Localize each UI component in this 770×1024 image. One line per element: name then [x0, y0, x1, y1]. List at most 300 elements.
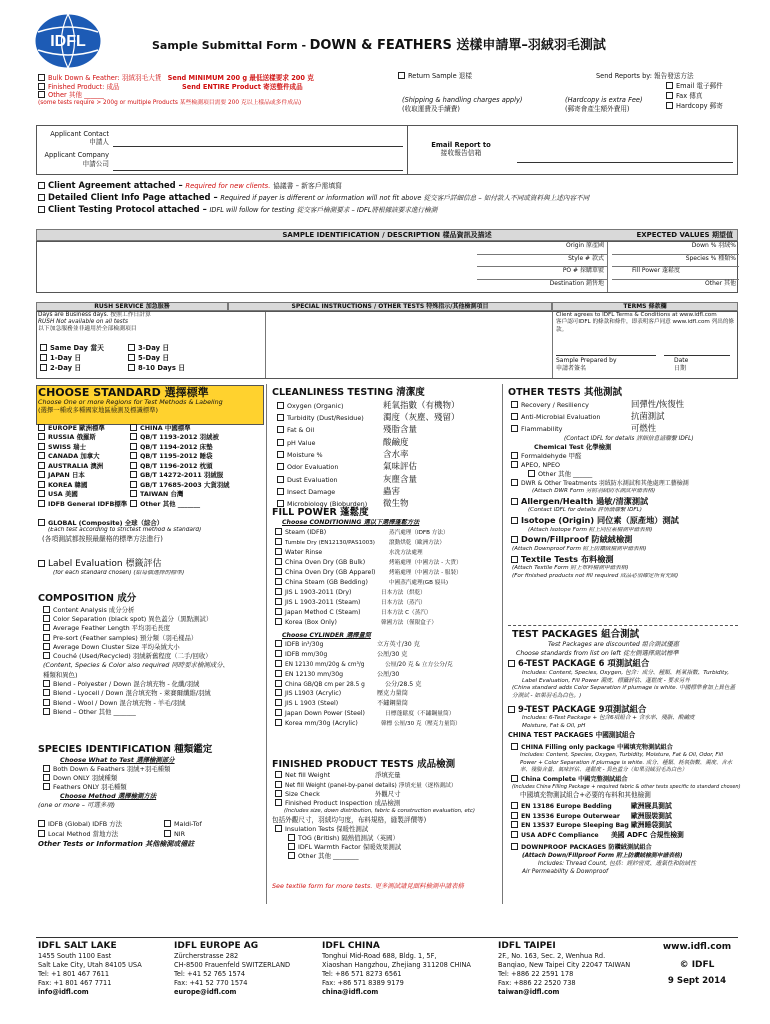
- two-day-checkbox[interactable]: [40, 364, 47, 371]
- textile-checkbox[interactable]: [511, 556, 518, 563]
- finished-test-item-cn: 淨填充量: [375, 771, 401, 780]
- downproof-note: (Attach Downproof Form 附上防鑽絨檢測申請表格): [512, 545, 647, 552]
- finished-checkbox[interactable]: [38, 83, 45, 90]
- hardcopy-fee-note: (Hardcopy is extra Fee): [565, 96, 643, 104]
- en-package-label-cn: 歐洲服裝測試: [631, 811, 672, 820]
- china-complete-cn: 中國填充物測試組合+必要的布料和其他檢測: [520, 791, 651, 800]
- finished-test-item: Net fill Weight (panel-by-panel details): [285, 782, 397, 789]
- cleanliness-checkbox[interactable]: [277, 414, 284, 421]
- standard-checkbox[interactable]: [130, 490, 137, 497]
- cylinder-item: IDFB in³/30g: [285, 641, 324, 649]
- one-day-label: 1-Day 日: [50, 354, 82, 363]
- nine-test-checkbox[interactable]: [508, 706, 515, 713]
- email-label: Email 電子郵件: [676, 82, 723, 90]
- composition-checkbox[interactable]: [43, 652, 50, 659]
- cleanliness-checkbox[interactable]: [277, 439, 284, 446]
- office-email[interactable]: taiwan@idfl.com: [498, 987, 560, 996]
- applicant-company-label-cn: 申請公司: [82, 159, 109, 168]
- date-field[interactable]: [664, 355, 730, 356]
- applicant-contact-label: Applicant Contact: [50, 130, 109, 138]
- copyright: © IDFL: [679, 960, 715, 971]
- conditioning-item: China Oven Dry (GB Apparel): [285, 569, 376, 577]
- cleanliness-checkbox[interactable]: [277, 476, 284, 483]
- nine-test-label: 9-TEST PACKAGE 9項測試組合: [518, 703, 647, 714]
- china-fill-label: CHINA Filling only package 中國填充物測試組合: [521, 743, 673, 751]
- downproof-checkbox[interactable]: [511, 536, 518, 543]
- shipping-note: (Shipping & handling charges apply): [402, 96, 523, 104]
- cylinder-item-cn: 公厘/20 克 & 立方公分/克: [385, 662, 453, 669]
- other-label: Other 其他 ______: [48, 91, 104, 100]
- six-test-checkbox[interactable]: [508, 660, 515, 667]
- conditioning-item-cn: 韓國方法（僅限盒子）: [381, 619, 437, 626]
- finished-test-checkbox[interactable]: [275, 771, 282, 778]
- office-line: CH-8500 Frauenfeld SWITZERLAND: [174, 961, 291, 970]
- blend-checkbox[interactable]: [43, 699, 50, 706]
- fill-power-field[interactable]: Fill Power 蓬鬆度: [612, 267, 739, 280]
- office-name: IDFL TAIPEI: [498, 941, 556, 951]
- cylinder-checkbox[interactable]: [275, 680, 282, 687]
- finished-test-item: Net fill Weight: [285, 771, 331, 780]
- choose-standard-title: CHOOSE STANDARD 選擇標準: [38, 386, 209, 399]
- footer-right: [656, 940, 738, 989]
- global-checkbox[interactable]: [38, 519, 45, 526]
- standard-checkbox[interactable]: [130, 424, 137, 431]
- en-package-label: EN 13537 Europe Sleeping Bag: [521, 822, 629, 830]
- en-package-checkbox[interactable]: [511, 802, 518, 809]
- applicant-contact-field[interactable]: [113, 146, 403, 147]
- standard-label: QB/T 1195-2012 睡袋: [140, 452, 213, 461]
- six-test-includes: Includes: Content, Species, Oxygen, 包含：成分、種類、耗氧指數、Turbidity, Label Evaluation, Fill Power 濁度、標籤評估、蓬鬆度 - 要求另外: [522, 669, 730, 684]
- email-report-field[interactable]: [517, 162, 733, 163]
- nir-label: NIR: [174, 829, 186, 838]
- cleanliness-item: pH Value: [287, 438, 316, 447]
- cleanliness-item-cn: 氣味評估: [383, 462, 418, 473]
- species-checkbox[interactable]: [43, 783, 50, 790]
- standard-checkbox[interactable]: [38, 481, 45, 488]
- en-package-checkbox[interactable]: [511, 831, 518, 838]
- insulation-item: IDFL Warmth Factor 保暖效果測試: [298, 843, 402, 852]
- standard-label: EUROPE 歐洲標準: [48, 424, 105, 432]
- finished-test-item-cn: 成品檢測: [374, 798, 401, 807]
- five-day-label: 5-Day 日: [138, 354, 170, 363]
- conditioning-checkbox[interactable]: [275, 618, 282, 625]
- conditioning-checkbox[interactable]: [275, 528, 282, 535]
- cleanliness-checkbox[interactable]: [277, 488, 284, 495]
- po-field[interactable]: PO # 採購單號: [477, 267, 607, 280]
- finished-tests-title: FINISHED PRODUCT TESTS 成品檢測: [272, 759, 456, 770]
- standard-checkbox[interactable]: [130, 452, 137, 459]
- fax-checkbox[interactable]: [666, 92, 673, 99]
- three-day-label: 3-Day 日: [138, 344, 170, 352]
- svg-text:IDFL: IDFL: [50, 33, 86, 50]
- email-report-label: Email Report to: [431, 141, 491, 149]
- office-line: Tel: +886 22 2591 178: [498, 969, 574, 978]
- office-line: Xiaoshan Hangzhou, Zhejiang 311208 CHINA: [322, 961, 471, 970]
- office-name: IDFL SALT LAKE: [38, 941, 117, 951]
- cleanliness-checkbox[interactable]: [277, 463, 284, 470]
- composition-note-cn: 種類和異色): [43, 670, 78, 679]
- fill-power-block: [272, 506, 500, 729]
- sample-prepared-label: Sample Prepared by: [556, 357, 617, 364]
- downproof-package-label: DOWNPROOF PACKAGES 防鑽絨測試組合: [521, 844, 652, 852]
- local-method-checkbox[interactable]: [38, 830, 45, 837]
- label-eval-checkbox[interactable]: [38, 560, 45, 567]
- bulk-checkbox[interactable]: [38, 74, 45, 81]
- packages-divider: [508, 625, 738, 626]
- office-line: Tonghui Mid-Road 688, Bldg. 1, 5F,: [322, 952, 437, 961]
- cleanliness-item: Turbidity (Dust/Residue): [287, 414, 364, 423]
- finished-test-item-cn: 淨填充量（逐格測試）: [398, 782, 457, 789]
- conditioning-checkbox[interactable]: [275, 558, 282, 565]
- cleanliness-item-cn: 微生物: [383, 499, 409, 510]
- standard-label: USA 美國: [48, 490, 78, 499]
- composition-item: Pre-sort (Feather samples) 預分類（羽毛樣品）: [53, 633, 198, 642]
- local-method-label: Local Method 當地方法: [48, 829, 119, 838]
- textile-note-2: (For finished products not fill required 成品必須確定所有充絨): [512, 573, 679, 580]
- cleanliness-item: Moisture %: [287, 451, 323, 460]
- standard-checkbox[interactable]: [130, 462, 137, 469]
- composition-checkbox[interactable]: [43, 615, 50, 622]
- cleanliness-item-cn: 酸鹼度: [383, 437, 409, 448]
- cylinder-checkbox[interactable]: [275, 670, 282, 677]
- composition-item: Content Analysis 成分分析: [53, 605, 135, 614]
- special-bar: SPECIAL INSTRUCTIONS / OTHER TESTS 特殊指示/其他檢測項目: [228, 302, 552, 311]
- standard-label: JAPAN 日本: [48, 471, 85, 480]
- standard-label: IDFB General IDFB標準: [48, 499, 128, 508]
- standard-checkbox[interactable]: [130, 500, 137, 507]
- hardcopy-checkbox[interactable]: [666, 102, 673, 109]
- finished-test-checkbox[interactable]: [275, 781, 282, 788]
- email-report-label-cn: 接收報告信箱: [440, 149, 482, 158]
- en-package-checkbox[interactable]: [511, 821, 518, 828]
- terms-text-cn: 客戶認可IDFL 的條款和條件，即表明客戶同意 www.idfl.com 列出的條款。: [556, 319, 735, 333]
- species-block: [38, 743, 264, 810]
- six-test-china-note: (China standard adds Color Separation if plumage is white. 中國標準會加上異色蓋分測試 - 如果羽毛為白色。): [512, 685, 736, 699]
- office-line: Fax: +886 22 2520 738: [498, 978, 576, 987]
- same-day-checkbox[interactable]: [40, 344, 47, 351]
- terms-text: Client agrees to IDFL Terms & Conditions at www.idfl.com: [556, 312, 717, 318]
- conditioning-checkbox[interactable]: [275, 598, 282, 605]
- cylinder-checkbox[interactable]: [275, 640, 282, 647]
- detailed-info-checkbox[interactable]: [38, 194, 45, 201]
- origin-field[interactable]: Origin 原產國: [477, 242, 607, 255]
- standard-checkbox[interactable]: [38, 433, 45, 440]
- client-agreement-label: Client Agreement attached –: [48, 180, 183, 190]
- standard-checkbox[interactable]: [38, 452, 45, 459]
- species-item: Both Down & Feathers 羽絨+羽毛種類: [53, 765, 171, 774]
- isotope-checkbox[interactable]: [511, 517, 518, 524]
- species-item: Down ONLY 羽絨種類: [53, 774, 118, 783]
- inspection-note: (Includes size, down distribution, fabric & construction evaluation, etc): [284, 807, 475, 814]
- maldi-checkbox[interactable]: [164, 820, 171, 827]
- sample-id-area: [36, 241, 738, 293]
- column-divider-2: [502, 384, 503, 904]
- revision-date: 9 Sept 2014: [667, 975, 727, 986]
- downproof-package-includes: Includes: Thread Count, 包括：經紗密度、透氣性和防絨性: [538, 860, 697, 867]
- website-link[interactable]: www.idfl.com: [662, 942, 732, 952]
- rush-bar: RUSH SERVICE 加急服務: [36, 302, 228, 311]
- other-test-checkbox[interactable]: [511, 413, 518, 420]
- standard-label: GB/T 14272-2011 羽絨服: [140, 471, 224, 480]
- en-package-checkbox[interactable]: [511, 812, 518, 819]
- standard-checkbox[interactable]: [38, 424, 45, 431]
- bulk-note: Send MINIMUM 200 g 最低送樣要求 200 克: [167, 74, 314, 82]
- five-day-checkbox[interactable]: [128, 354, 135, 361]
- idfb-method-checkbox[interactable]: [38, 820, 45, 827]
- cylinder-item: JIS L1903 (Acrylic): [285, 690, 342, 698]
- applicant-contact-label-cn: 申請人: [89, 138, 109, 147]
- office-europe: [174, 940, 314, 997]
- conditioning-checkbox[interactable]: [275, 548, 282, 555]
- testing-protocol-label: Client Testing Protocol attached –: [48, 203, 207, 214]
- species-method-label: Choose Method 選擇檢測方法: [60, 792, 157, 801]
- cylinder-item-cn: 不鏽鋼量筒: [377, 700, 408, 708]
- other-test-checkbox[interactable]: [511, 425, 518, 432]
- testing-protocol-checkbox[interactable]: [38, 206, 45, 213]
- cleanliness-item-cn: 殘脂含量: [383, 425, 418, 436]
- conditioning-checkbox[interactable]: [275, 588, 282, 595]
- standard-list-left: [38, 424, 138, 509]
- bulk-label: Bulk Down & Feather: 羽絨羽毛大貨: [48, 74, 162, 82]
- apeo-label: APEO, NPEO: [521, 460, 561, 469]
- formaldehyde-checkbox[interactable]: [511, 452, 518, 459]
- expected-values-label: EXPECTED VALUES 期望值: [636, 231, 733, 239]
- conditioning-item: China Oven Dry (GB Bulk): [285, 559, 366, 567]
- finished-test-checkbox[interactable]: [275, 790, 282, 797]
- finished-test-checkbox[interactable]: [275, 799, 282, 806]
- standard-checkbox[interactable]: [38, 462, 45, 469]
- sample-note: (some tests require > 200g or multiple Products 某些檢測項目需要 200 克以上樣品或多件成品): [38, 100, 302, 107]
- standard-label: CANADA 加拿大: [48, 452, 100, 461]
- date-label: Date: [674, 357, 689, 364]
- cylinder-checkbox[interactable]: [275, 719, 282, 726]
- apeo-checkbox[interactable]: [511, 461, 518, 468]
- rush-note-3: 以下加急服務並非適用於全部檢測項目: [38, 326, 137, 333]
- insulation-sub-checkbox[interactable]: [288, 834, 295, 841]
- global-block: [38, 519, 264, 544]
- page-title: Sample Submittal Form - DOWN & FEATHERS 送樣申請單–羽絨羽毛測試: [152, 38, 606, 53]
- cleanliness-item-cn: 耗氧指數（有機物）: [383, 400, 460, 411]
- rush-divider-left: [265, 312, 266, 378]
- standard-label: QB/T 1194-2012 床墊: [140, 442, 213, 451]
- applicant-company-field[interactable]: [113, 170, 403, 171]
- china-fill-checkbox[interactable]: [511, 743, 518, 750]
- blend-checkbox[interactable]: [43, 689, 50, 696]
- textile-label: Textile Tests 布料檢測: [521, 553, 614, 564]
- chemical-test-label: Chemical Test 化學檢測: [534, 442, 612, 451]
- composition-checkbox[interactable]: [43, 643, 50, 650]
- cylinder-item: JIS L 1903 (Steel): [285, 700, 339, 708]
- conditioning-checkbox[interactable]: [275, 538, 282, 545]
- insulation-sub-checkbox[interactable]: [288, 843, 295, 850]
- return-sample-checkbox[interactable]: [398, 72, 405, 79]
- other-tests-title: OTHER TESTS 其他測試: [508, 387, 623, 398]
- rush-note-1: Days are Business days. 按照工作日計算: [38, 312, 151, 318]
- species-percent-field[interactable]: Species % 種類%: [612, 255, 739, 268]
- downproof-package-note: (Attach Down/Fillproof Form 附上防鑽絨檢測申請表格): [522, 852, 683, 859]
- standard-checkbox[interactable]: [38, 471, 45, 478]
- other-test-item-cn: 回彈性/恢復性: [631, 399, 685, 410]
- cylinder-checkbox[interactable]: [275, 660, 282, 667]
- choose-standard-block: [38, 386, 264, 415]
- other-checkbox[interactable]: [38, 91, 45, 98]
- style-field[interactable]: Style # 款式: [477, 255, 607, 268]
- contact-box: [36, 125, 738, 175]
- conditioning-checkbox[interactable]: [275, 608, 282, 615]
- conditioning-item: JIS L 1903-2011 (Dry): [285, 588, 352, 596]
- cylinder-item-cn: 公厘/30: [377, 670, 400, 678]
- composition-title: COMPOSITION 成分: [38, 593, 137, 604]
- other-test-item-cn: 可燃性: [631, 422, 657, 433]
- sample-id-divider: [607, 242, 608, 292]
- composition-item: Color Separation (black spot) 異色蓋分（黑點測試）: [53, 615, 213, 624]
- conditioning-item-cn: 日本方法 C（蒸汽）: [381, 609, 432, 616]
- standard-label: KOREA 韓國: [48, 480, 88, 489]
- cylinder-checkbox[interactable]: [275, 709, 282, 716]
- rush-note-2: RUSH Not available on all tests: [38, 319, 128, 326]
- standard-label: QB/T 1196-2012 枕頭: [140, 461, 213, 470]
- formaldehyde-label: Formaldehyde 甲醛: [521, 451, 582, 460]
- conditioning-checkbox[interactable]: [275, 578, 282, 585]
- cleanliness-item-cn: 濁度（灰塵、殘留）: [383, 413, 460, 424]
- fax-label: Fax 傳真: [676, 92, 703, 100]
- insulation-label: Insulation Tests 保暖性測試: [285, 825, 369, 834]
- cleanliness-checkbox[interactable]: [277, 426, 284, 433]
- office-line: Salt Lake City, Utah 84105 USA: [38, 961, 142, 970]
- composition-checkbox[interactable]: [43, 634, 50, 641]
- office-line: Tel: +1 801 467 7611: [38, 969, 110, 978]
- hardcopy-fee-note-cn: (郵寄會產生額外費用): [565, 105, 630, 113]
- other-test-checkbox[interactable]: [511, 401, 518, 408]
- standard-checkbox[interactable]: [130, 433, 137, 440]
- finished-test-item-cn: 外觀尺寸: [375, 789, 401, 798]
- same-day-label: Same Day 當天: [50, 344, 104, 352]
- composition-checkbox[interactable]: [43, 624, 50, 631]
- three-day-checkbox[interactable]: [128, 344, 135, 351]
- cylinder-item: Korea mm/30g (Acrylic): [285, 719, 358, 727]
- conditioning-label: Choose CONDITIONING 選以下選擇蓬鬆方法: [282, 519, 420, 527]
- dwr-checkbox[interactable]: [511, 479, 518, 486]
- composition-note: (Content, Species & Color also required 同時要求檢測成分、: [43, 661, 229, 670]
- down-percent-field[interactable]: Down % 羽絨%: [612, 242, 739, 255]
- blend-item: Blend – Other 其他 _______: [53, 707, 136, 716]
- shipping-note-cn: (收取運費及手續費): [402, 105, 460, 113]
- office-line: Banqiao, New Taipei City 22047 TAIWAN: [498, 961, 631, 970]
- two-day-label: 2-Day 日: [50, 364, 82, 373]
- finished-test-item: Size Check: [285, 789, 320, 798]
- cleanliness-checkbox[interactable]: [277, 402, 284, 409]
- office-line: Fax: +86 571 8389 9179: [322, 978, 404, 987]
- one-day-checkbox[interactable]: [40, 354, 47, 361]
- isotope-note: (Attach Isotope Form 附上同位素檢測申請表格): [528, 526, 653, 533]
- standard-checkbox[interactable]: [130, 481, 137, 488]
- cleanliness-item-cn: 灰塵含量: [383, 474, 418, 485]
- china-complete-checkbox[interactable]: [511, 775, 518, 782]
- office-email[interactable]: info@idfl.com: [38, 987, 89, 996]
- conditioning-item-cn: 烤箱處理（中國方法 - 服裝）: [389, 570, 462, 577]
- downproof-package-checkbox[interactable]: [511, 843, 518, 850]
- standard-checkbox[interactable]: [38, 500, 45, 507]
- eight-ten-day-checkbox[interactable]: [128, 364, 135, 371]
- species-checkbox[interactable]: [43, 765, 50, 772]
- nir-checkbox[interactable]: [164, 830, 171, 837]
- species-methods: [38, 820, 264, 850]
- cleanliness-item: Odor Evaluation: [287, 463, 339, 472]
- species-what-label: Choose What to Test 選擇檢測部分: [60, 756, 175, 765]
- date-label-cn: 日期: [674, 364, 687, 372]
- rush-divider-right: [552, 312, 553, 378]
- conditioning-item: Korea (Box Only): [285, 618, 337, 626]
- cylinder-checkbox[interactable]: [275, 689, 282, 696]
- allergen-note: (Contact IDFL for details 詳情請聯繫 IDFL): [528, 507, 642, 514]
- office-email[interactable]: china@idfl.com: [322, 987, 379, 996]
- conditioning-checkbox[interactable]: [275, 568, 282, 575]
- cylinder-item-cn: 韓標 公厘/30 克（壓克力量筒）: [381, 720, 461, 727]
- conditioning-item: Japan Method C (Steam): [285, 608, 361, 616]
- cylinder-checkbox[interactable]: [275, 699, 282, 706]
- destination-field[interactable]: Destination 銷售地: [549, 279, 604, 287]
- insulation-checkbox[interactable]: [275, 825, 282, 832]
- conditioning-item: Tumble Dry (EN12130/PAS1003): [285, 540, 375, 547]
- other-tests-block: [508, 386, 738, 581]
- standard-label: QB/T 1193-2012 羽絨被: [140, 433, 219, 442]
- insulation-item: TOG (British) 隔熱值測試（英國）: [298, 834, 399, 843]
- other-test-item-cn: 抗菌測試: [631, 411, 665, 422]
- other-expected-field[interactable]: Other 其他: [705, 279, 736, 287]
- cylinder-item-cn: 立方英寸/30 克: [377, 641, 420, 649]
- cleanliness-checkbox[interactable]: [277, 451, 284, 458]
- office-email[interactable]: europe@idfl.com: [174, 987, 237, 996]
- cylinder-item-cn: 公厘/30 克: [377, 651, 408, 659]
- office-salt-lake: [38, 940, 178, 997]
- cylinder-checkbox[interactable]: [275, 650, 282, 657]
- idfl-logo: [33, 12, 103, 70]
- cleanliness-item: Oxygen (Organic): [287, 401, 344, 410]
- email-checkbox[interactable]: [666, 82, 673, 89]
- composition-block: [38, 592, 264, 717]
- species-checkbox[interactable]: [43, 774, 50, 781]
- label-eval-label: Label Evaluation 標籤評估: [48, 559, 162, 569]
- label-eval-note: (for each standard chosen) (給每個選擇的標準): [53, 570, 185, 577]
- standard-checkbox[interactable]: [130, 471, 137, 478]
- blend-checkbox[interactable]: [43, 680, 50, 687]
- composition-checkbox[interactable]: [43, 606, 50, 613]
- sample-prepared-field[interactable]: [556, 355, 656, 356]
- standard-checkbox[interactable]: [130, 443, 137, 450]
- sample-id-bar: SAMPLE IDENTIFICATION / DESCRIPTION 樣品資訊及描述 EXPECTED VALUES 期望值: [36, 229, 738, 241]
- eight-ten-day-label: 8-10 Days 日: [138, 364, 186, 373]
- china-fill-includes: Includes: Content, Species, Oxygen, Turbidity, Moisture, Fat & Oil, Odor, Fill Power + Color Separation if plumage is white. 成分、種類、耗氧指數、濁度、含水率、殘脂含量、氣味評估、蓬鬆度 - 異色蓋分（如果羽絨羽毛為白色）: [520, 752, 733, 774]
- chem-other-checkbox[interactable]: [528, 470, 535, 477]
- standard-label: TAIWAN 台灣: [140, 490, 184, 499]
- cleanliness-item: Fat & Oil: [287, 426, 315, 435]
- standard-checkbox[interactable]: [38, 443, 45, 450]
- conditioning-item: China Steam (GB Bedding): [285, 578, 368, 586]
- finished-tests-block: [272, 758, 500, 861]
- blend-checkbox[interactable]: [43, 708, 50, 715]
- maldi-label: Maldi-Tof: [174, 820, 202, 828]
- cylinder-item: EN 12130 mm/20g & cm³/g: [285, 662, 365, 669]
- chem-other-label: Other 其他 ______: [538, 469, 593, 478]
- allergen-checkbox[interactable]: [511, 498, 518, 505]
- standard-label: Other 其他 _______: [140, 499, 201, 508]
- client-agreement-checkbox[interactable]: [38, 182, 45, 189]
- reports-by-label: Send Reports by: 報告發送方法: [596, 72, 694, 80]
- insulation-sub-checkbox[interactable]: [288, 852, 295, 859]
- en-package-label-cn: 歐洲睡袋測試: [631, 821, 672, 830]
- office-name: IDFL CHINA: [322, 941, 380, 951]
- standard-checkbox[interactable]: [38, 490, 45, 497]
